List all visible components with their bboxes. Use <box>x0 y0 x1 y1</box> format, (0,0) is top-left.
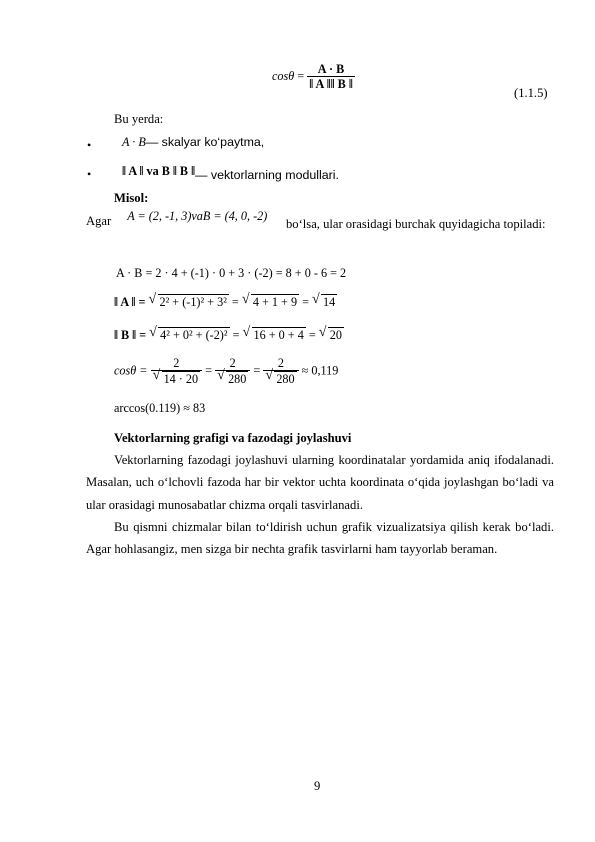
sqrt-a-1: √ 2² + (-1)² + 3² <box>148 292 227 309</box>
cos-result: ≈ 0,119 <box>301 363 339 378</box>
sqrt-b-1: √ 4² + 0² + (-2)² <box>149 325 228 342</box>
cos-frac-1: 2 √ 14 · 20 <box>151 356 203 386</box>
formula-denominator: ‖ A ‖‖ B ‖ <box>309 77 353 91</box>
cos-label: cosθ = <box>114 363 148 378</box>
paragraph-1 <box>86 449 554 516</box>
formula-eq: = <box>297 69 305 83</box>
formula-lhs: cosθ <box>272 69 295 83</box>
bullet-dot: • <box>87 167 92 181</box>
agar-paragraph <box>86 213 554 235</box>
sqrt-b-3: √ 20 <box>318 325 342 342</box>
paragraph-1-text: Vektorlarning fazodagi joylashuvi ularning koordinatalar yordamida aniq ifodalanadi. Masalan, uch o‘lchovli fazoda har bir vektor uchta koordinata o‘qida joylashgan bo‘ladi va ular orasidagi munosabatlar chizma orqali tasvirlanadi. <box>86 453 554 512</box>
bu-yerda-label: Bu yerda: <box>114 112 164 126</box>
bullet-2-math: ‖ A ‖ va B ‖ B ‖ <box>122 164 196 178</box>
paragraph-2-text: Bu qismni chizmalar bilan to‘ldirish uchun grafik vizualizatsiya qilish kerak bo‘ladi. Agar hohlasangiz, men sizga bir nechta grafik tasvirlarni ham tayyorlab beraman. <box>86 520 554 557</box>
misol-label: Misol: <box>114 191 149 205</box>
calc-arccos: arccos(0.119) ≈ 83 <box>114 401 206 415</box>
sqrt-a-2: √ 4 + 1 + 9 <box>241 292 298 309</box>
equation-number: (1.1.5) <box>514 86 548 100</box>
bullet-item-1 <box>122 133 264 151</box>
vector-a: A = (2, -1, 3) <box>127 209 192 223</box>
bullet-1-text: — skalyar ko‘paytma, <box>145 135 265 149</box>
bullet-2-text: — vektorlarning modullari. <box>195 168 339 182</box>
dot-product-line: A · B = 2 · 4 + (-1) · 0 + 3 · (-2) = 8 + 0 - 6 = 2 <box>116 266 347 280</box>
agar-after-text: bo‘lsa, ular orasidagi burchak quyidagicha topiladi: <box>286 217 546 231</box>
paragraph-2 <box>86 516 554 561</box>
formula-numerator: A · B <box>307 62 355 77</box>
agar-word: Agar <box>86 214 112 228</box>
bullet-item-2 <box>122 162 339 180</box>
formula-fraction <box>307 62 355 91</box>
calc-norm-b: ‖ B ‖ = √ 4² + 0² + (-2)² = √ 16 + 0 + 4 = √ 20 <box>114 325 342 342</box>
bullet-dot: • <box>87 138 92 152</box>
sqrt-b-2: √ 16 + 0 + 4 <box>242 325 304 342</box>
calc-cos: cosθ = 2 √ 14 · 20 = 2 √ 280 = 2 √ 280 ≈ 0,119 <box>114 356 339 386</box>
calc-dot <box>116 266 346 281</box>
vector-b: B = (4, 0, -2) <box>202 209 268 223</box>
norm-a-label: ‖ A ‖ = <box>114 295 146 309</box>
cos-frac-3: 2 √ 280 <box>263 356 298 386</box>
sqrt-a-3: √ 14 <box>312 292 336 309</box>
va-word: va <box>191 209 203 223</box>
cos-frac-2: 2 √ 280 <box>215 356 250 386</box>
calc-norm-a: ‖ A ‖ = √ 2² + (-1)² + 3² = √ 4 + 1 + 9 = √ 14 <box>114 292 336 309</box>
norm-b-label: ‖ B ‖ = <box>114 328 147 342</box>
page-number: 9 <box>314 779 321 793</box>
main-formula <box>272 62 355 91</box>
section-heading: Vektorlarning grafigi va fazodagi joylashuvi <box>114 431 352 445</box>
bullet-1-math: A · B <box>122 135 146 149</box>
